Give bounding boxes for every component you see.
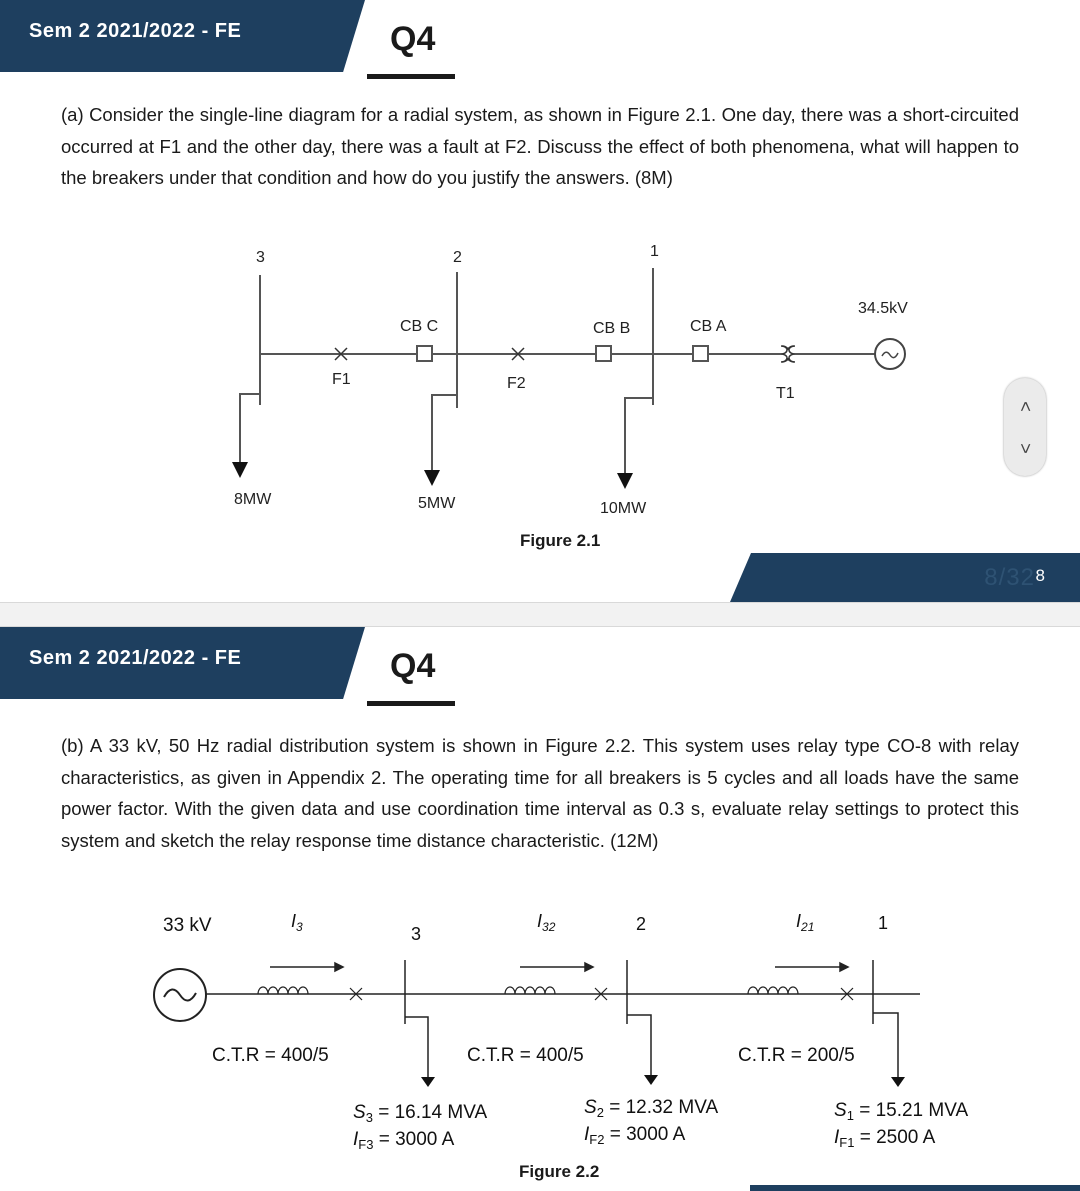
cb-a-label: CB A — [690, 318, 727, 335]
fault-1-i-sub: F1 — [839, 1135, 855, 1150]
page-number: 8 — [1035, 566, 1045, 585]
fault-3-i-sub: F3 — [358, 1137, 374, 1150]
load-2-s-label: S — [584, 1097, 597, 1118]
figure-2-1-diagram — [219, 241, 925, 519]
figure-2-1-caption: Figure 2.1 — [520, 531, 601, 550]
ctr-3-label: C.T.R = 400/5 — [212, 1045, 329, 1066]
load-3-label: 8MW — [234, 491, 272, 508]
fault-2-i-value: = 3000 A — [604, 1124, 686, 1145]
current-i21-sub: 21 — [801, 920, 815, 934]
cb-b-label: CB B — [593, 320, 631, 337]
cb-b-icon — [596, 346, 611, 361]
cb-c-icon — [417, 346, 432, 361]
nav-up-icon[interactable]: < — [1015, 401, 1036, 412]
slide-nav-control[interactable] — [1004, 378, 1046, 476]
figure-2-2-diagram — [150, 908, 993, 1150]
transformer-t1-label: T1 — [776, 385, 795, 402]
load-1-label: 10MW — [600, 500, 647, 517]
load-3-s-value: = 16.14 MVA — [372, 1102, 488, 1123]
svg-text:S1 = 15.21 MVA — [834, 1100, 968, 1123]
load-2-label: 5MW — [418, 495, 456, 512]
load-2-s-sub: 2 — [596, 1105, 604, 1120]
bus-3-label: 3 — [411, 924, 422, 944]
current-i3-sub: 3 — [296, 920, 303, 934]
slide-2 — [0, 627, 1080, 1191]
footer-bar — [750, 1185, 1080, 1191]
load-3-s-sub: 3 — [365, 1110, 373, 1125]
load-2-s-value: = 12.32 MVA — [603, 1097, 719, 1118]
title-underline — [367, 74, 455, 79]
fault-f1-label: F1 — [332, 371, 351, 388]
current-i3-label: I — [291, 911, 297, 931]
figure-2-2-caption: Figure 2.2 — [519, 1162, 600, 1181]
cb-c-label: CB C — [400, 318, 439, 335]
load-3-s-label: S — [353, 1102, 366, 1123]
load-1-s-sub: 1 — [846, 1108, 854, 1123]
bus-1-label: 1 — [878, 913, 889, 933]
title-underline — [367, 701, 455, 706]
fault-2-i-sub: F2 — [589, 1132, 605, 1147]
ctr-21-label: C.T.R = 200/5 — [738, 1045, 855, 1066]
fault-3-i-value: = 3000 A — [373, 1129, 455, 1150]
svg-text:S3 = 16.14 MVA — [353, 1102, 487, 1125]
load-1-s-label: S — [834, 1100, 847, 1121]
fault-3-i-label: I — [353, 1129, 359, 1150]
semester-label: Sem 2 2021/2022 - FE — [29, 647, 242, 669]
fault-1-i-label: I — [834, 1127, 840, 1148]
question-title: Q4 — [390, 647, 436, 685]
load-1-s-value: = 15.21 MVA — [853, 1100, 969, 1121]
slide-separator — [0, 602, 1080, 627]
bus-2-label: 2 — [636, 914, 647, 934]
current-i32-sub: 32 — [542, 920, 556, 934]
bus-3-label: 3 — [256, 249, 265, 266]
semester-label: Sem 2 2021/2022 - FE — [29, 20, 242, 42]
bus-1-label: 1 — [650, 243, 659, 260]
question-b-text: (b) A 33 kV, 50 Hz radial distribution system is shown in Figure 2.2. This system uses relay type CO-8 with relay characteristics, as given in Appendix 2. The operating time for all breakers is 5 cycles and all loads have the same power factor. With the given data and use coordination time interval as 0.3 s, evaluate relay settings to protect this system and sketch the relay response time distance characteristic. (12M) — [61, 735, 1019, 851]
voltage-label: 34.5kV — [858, 300, 908, 317]
nav-down-icon[interactable]: > — [1015, 443, 1036, 454]
ctr-32-label: C.T.R = 400/5 — [467, 1045, 584, 1066]
question-title: Q4 — [390, 20, 436, 58]
bus-2-label: 2 — [453, 249, 462, 266]
source-voltage-label: 33 kV — [163, 915, 212, 936]
cb-a-icon — [693, 346, 708, 361]
fault-1-i-value: = 2500 A — [854, 1127, 936, 1148]
page-watermark: 8/32 — [984, 564, 1035, 591]
svg-text:S2 = 12.32 MVA — [584, 1097, 718, 1120]
question-a-text: (a) Consider the single-line diagram for a radial system, as shown in Figure 2.1. One day, there was a short-circuited occurred at F1 and the other day, there was a fault at F2. Discuss the effect of both phenomena, what will happen to the breakers under that condition and how do you justify the answers. (8M) — [61, 104, 1019, 188]
fault-f2-label: F2 — [507, 375, 526, 392]
current-i21-label: I — [796, 911, 802, 931]
fault-2-i-label: I — [584, 1124, 590, 1145]
current-i32-label: I — [537, 911, 543, 931]
